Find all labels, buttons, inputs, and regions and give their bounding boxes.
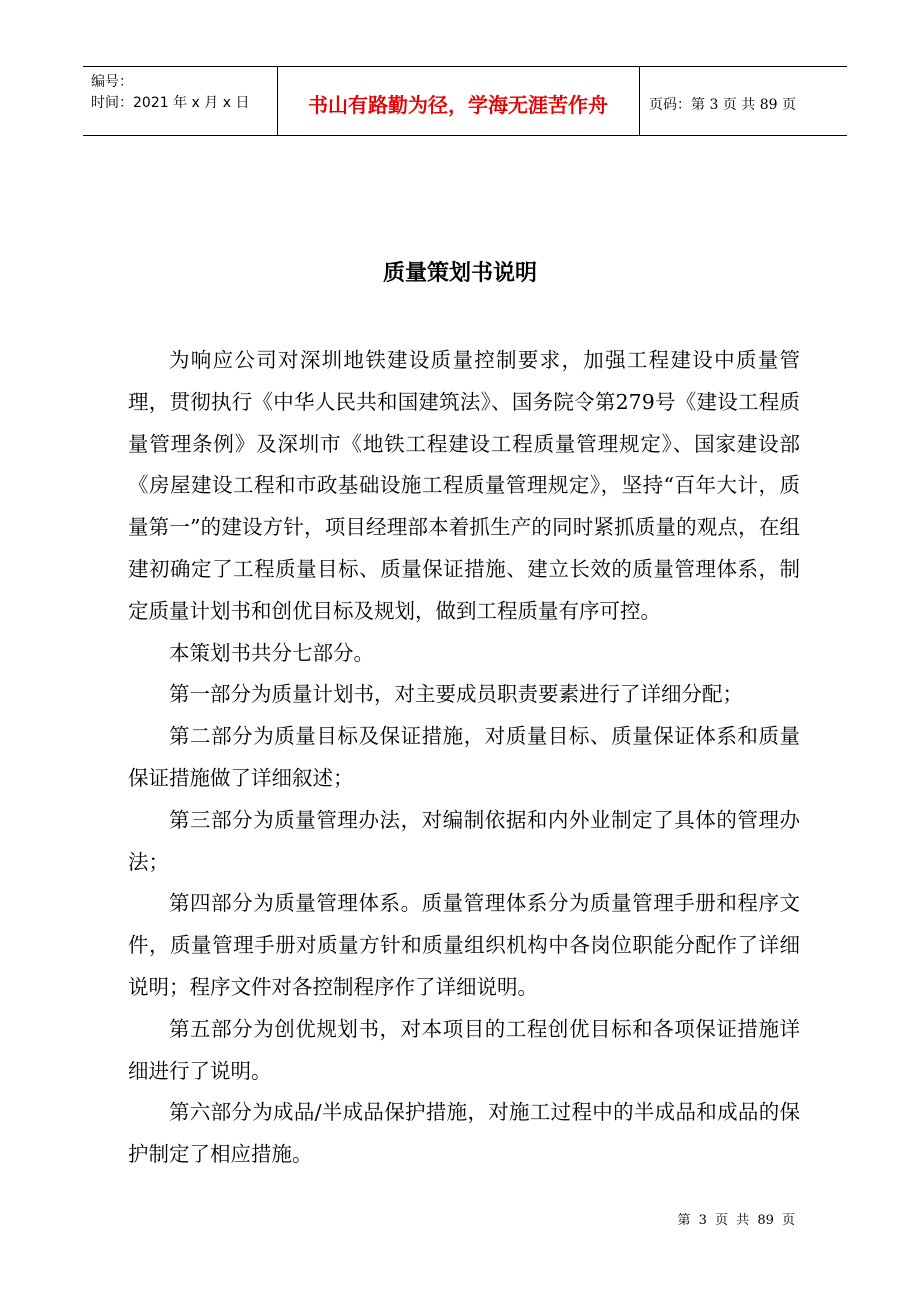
paragraph: 第一部分为质量计划书，对主要成员职责要素进行了详细分配； bbox=[169, 682, 743, 707]
paragraph: 为响应公司对深圳地铁建设质量控制要求，加强工程建设中质量管理，贯彻执行《中华人民共和国建筑法》、国务院令第279号《建设工程质量管理条例》及深圳市《地铁工程建设工程质量管理规定》、国家建设部《房屋建设工程和市政基础设施工程质量管理规定》，坚持“百年大计，质量第一”的建设方针，项目经理部本着抓生产的同时紧抓质量的观点，在组建初确定了工程质量目标、质量保证措施、建立长效的质量管理体系，制定质量计划书和创优目标及规划，做到工程质量有序可控。 bbox=[128, 348, 800, 623]
paragraph: 第六部分为成品/半成品保护措施，对施工过程中的半成品和成品的保护制定了相应措施。 bbox=[128, 1100, 800, 1167]
paragraph: 本策划书共分七部分。 bbox=[169, 640, 374, 665]
document-number-label: 编号： bbox=[91, 74, 133, 90]
paragraph: 第五部分为创优规划书，对本项目的工程创优目标和各项保证措施详细进行了说明。 bbox=[128, 1016, 800, 1083]
paragraph: 第三部分为质量管理办法，对编制依据和内外业制定了具体的管理办法； bbox=[128, 807, 800, 874]
document-body bbox=[128, 340, 800, 1176]
page-header bbox=[83, 66, 847, 136]
header-motto-cell bbox=[277, 67, 640, 135]
header-meta-cell bbox=[83, 67, 278, 135]
paragraph: 第四部分为质量管理体系。质量管理体系分为质量管理手册和程序文件，质量管理手册对质量方针和质量组织机构中各岗位职能分配作了详细说明；程序文件对各控制程序作了详细说明。 bbox=[128, 891, 800, 999]
document-time-label: 时间：2021 年 x 月 x 日 bbox=[91, 95, 250, 111]
page-footer: 第 3 页 共 89 页 bbox=[677, 1213, 795, 1228]
header-page-info: 页码：第 3 页 共 89 页 bbox=[649, 97, 796, 113]
document-title: 质量策划书说明 bbox=[382, 261, 537, 286]
paragraph: 第二部分为质量目标及保证措施，对质量目标、质量保证体系和质量保证措施做了详细叙述； bbox=[128, 724, 800, 790]
header-page-cell bbox=[639, 67, 847, 135]
header-motto: 书山有路勤为径，学海无涯苦作舟 bbox=[308, 93, 608, 117]
